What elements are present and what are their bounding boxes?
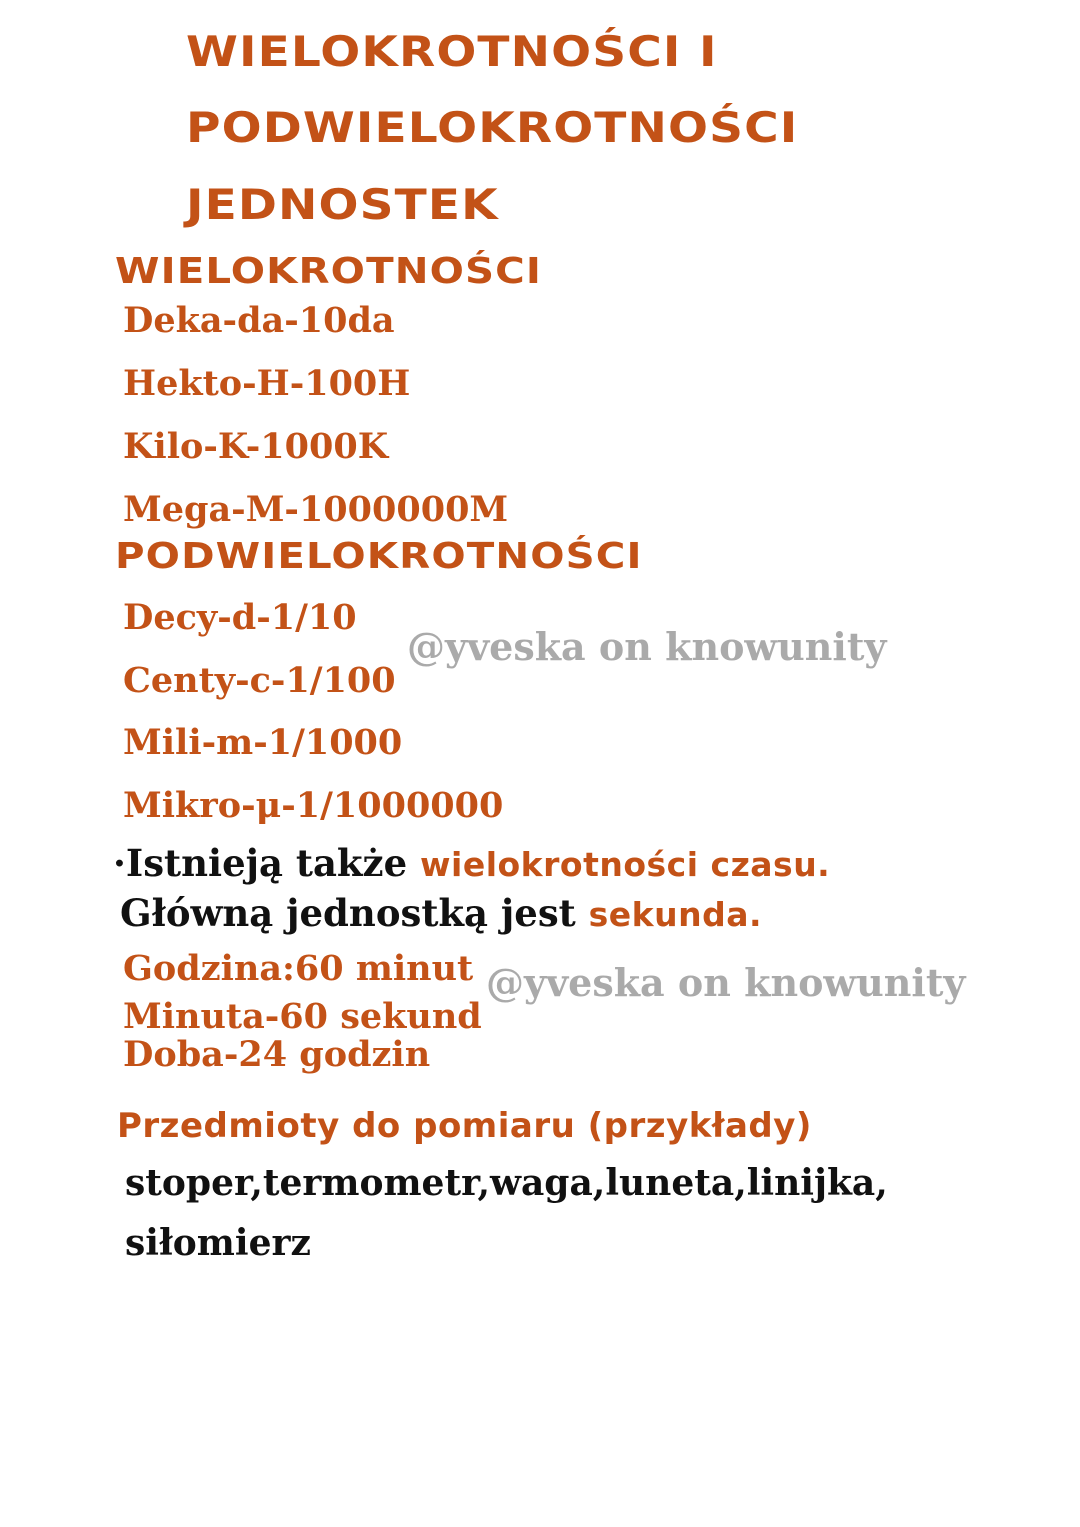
multiples-heading: WIELOKROTNOŚCI (115, 251, 542, 292)
multiple-item-kilo: Kilo-K-1000K (123, 426, 389, 467)
multiple-item-hekto: Hekto-H-100H (123, 363, 411, 404)
instruments-line-2: siłomierz (125, 1222, 311, 1264)
submultiples-heading: PODWIELOKROTNOŚCI (115, 536, 643, 577)
time-main-highlight: sekunda. (588, 895, 763, 934)
time-item-minuta: Minuta-60 sekund (123, 996, 482, 1037)
title-line-1: WIELOKROTNOŚCI I (186, 27, 718, 76)
time-intro-highlight: wielokrotności czasu. (420, 845, 831, 884)
multiple-item-mega: Mega-M-1000000M (123, 489, 509, 530)
watermark-2: @yveska on knowunity (486, 960, 966, 1005)
multiple-item-deka: Deka-da-10da (123, 300, 395, 341)
title-line-2: PODWIELOKROTNOŚCI (186, 103, 799, 152)
watermark-1: @yveska on knowunity (407, 624, 887, 669)
instruments-heading: Przedmioty do pomiaru (przykłady) (117, 1106, 812, 1146)
time-item-godzina: Godzina:60 minut (123, 948, 474, 989)
time-main-line (120, 890, 762, 938)
submultiple-item-centy: Centy-c-1/100 (123, 660, 396, 701)
time-item-doba: Doba-24 godzin (123, 1034, 431, 1075)
time-intro-text: Istnieją także (125, 841, 408, 885)
time-intro-line (113, 840, 830, 888)
instruments-line-1: stoper,termometr,waga,luneta,linijka, (125, 1162, 888, 1204)
bullet-mark: · (113, 841, 126, 885)
time-main-text: Główną jednostką jest (120, 891, 576, 935)
submultiple-item-decy: Decy-d-1/10 (123, 597, 357, 638)
submultiple-item-mikro: Mikro-μ-1/1000000 (123, 785, 504, 826)
submultiple-item-mili: Mili-m-1/1000 (123, 722, 403, 763)
title-line-3: JEDNOSTEK (186, 180, 499, 229)
